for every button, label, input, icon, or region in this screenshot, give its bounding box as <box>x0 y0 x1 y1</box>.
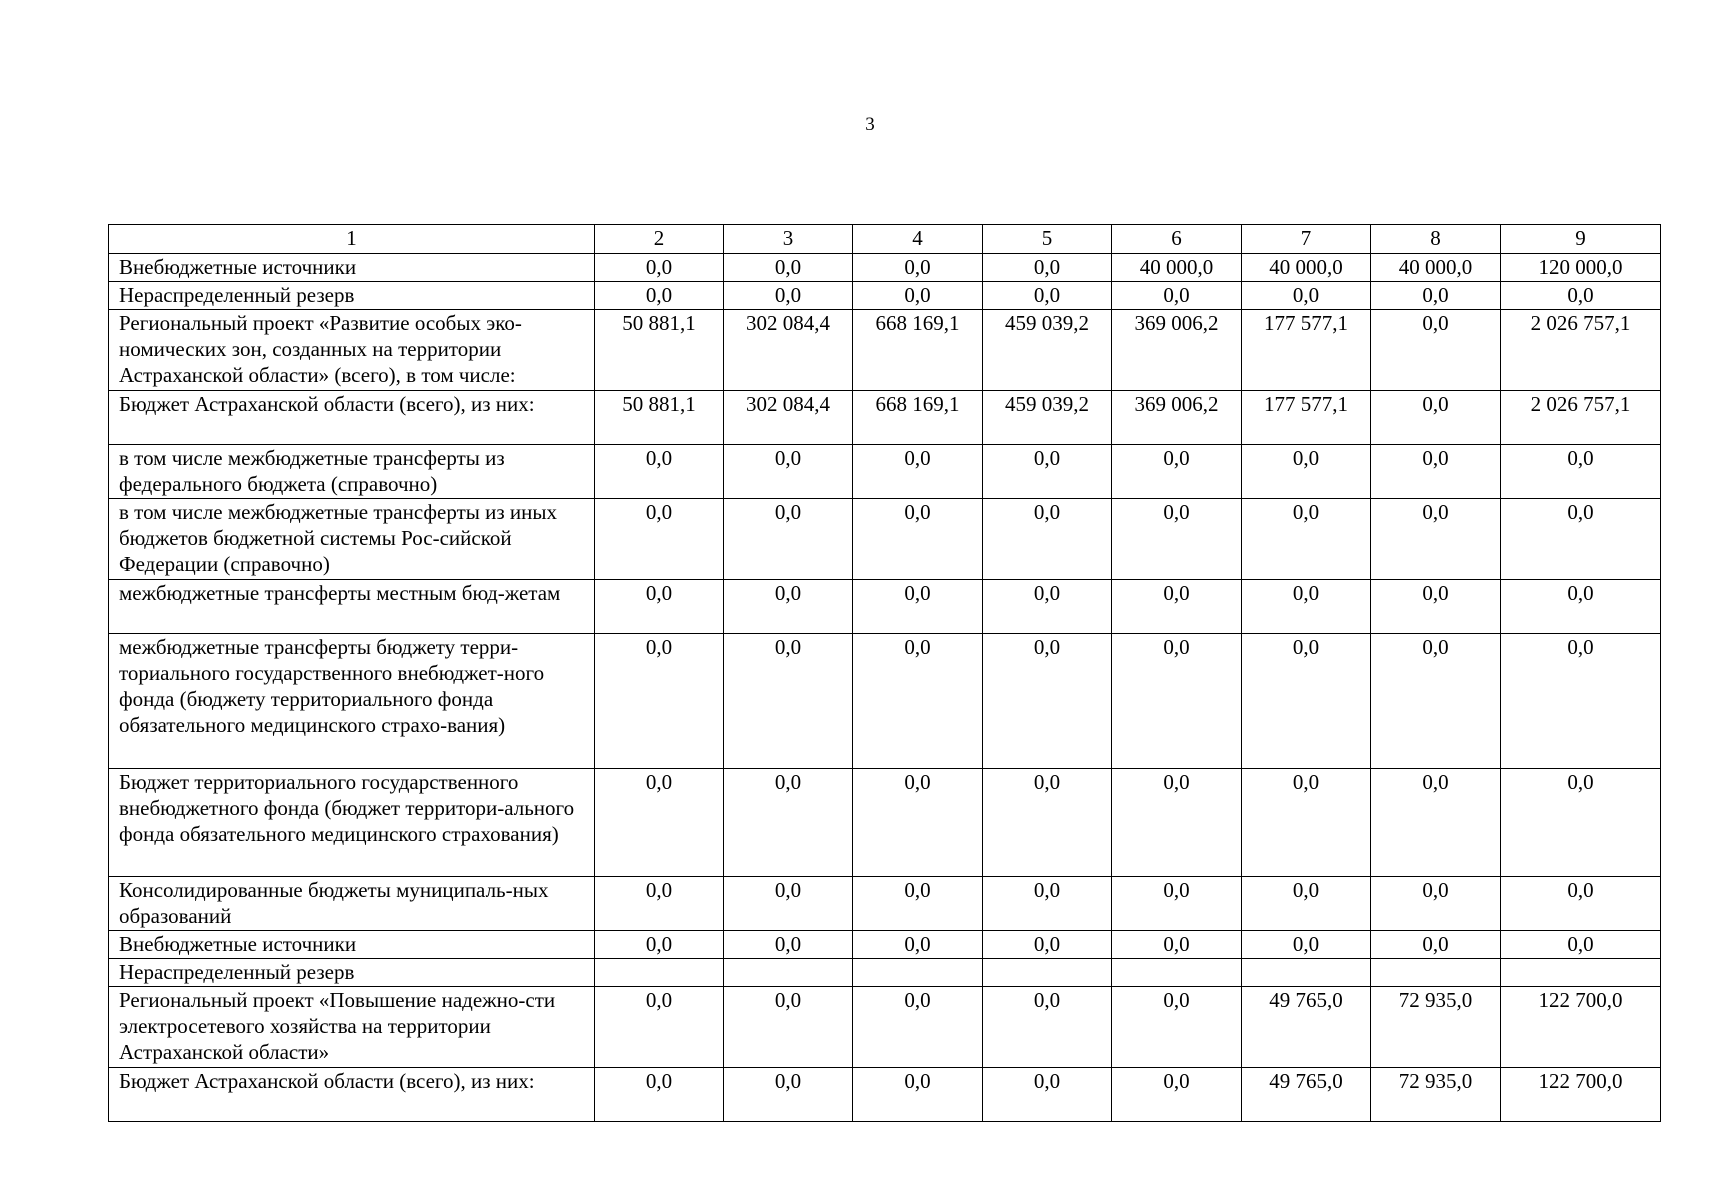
cell-value: 0,0 <box>724 499 853 580</box>
cell-value: 0,0 <box>724 580 853 634</box>
cell-value: 0,0 <box>853 769 983 877</box>
cell-value: 0,0 <box>1242 580 1371 634</box>
cell-value: 0,0 <box>1112 931 1242 959</box>
cell-value: 0,0 <box>1112 987 1242 1068</box>
header-row <box>109 225 1661 254</box>
cell-value: 177 577,1 <box>1242 391 1371 445</box>
row-label: в том числе межбюджетные трансферты из иных бюджетов бюджетной системы Рос-сийской Федерации (справочно) <box>109 499 595 580</box>
cell-value: 0,0 <box>853 877 983 931</box>
cell-value: 0,0 <box>1501 282 1661 310</box>
cell-value: 668 169,1 <box>853 310 983 391</box>
row-label: Внебюджетные источники <box>109 931 595 959</box>
cell-value: 0,0 <box>595 1068 724 1122</box>
cell-value: 0,0 <box>1242 282 1371 310</box>
table-row <box>109 254 1661 282</box>
column-header-6: 6 <box>1112 225 1242 254</box>
cell-value: 0,0 <box>595 445 724 499</box>
cell-value: 0,0 <box>595 254 724 282</box>
cell-value: 0,0 <box>595 634 724 769</box>
cell-value: 0,0 <box>595 877 724 931</box>
column-header-4: 4 <box>853 225 983 254</box>
budget-table <box>108 224 1661 1122</box>
table-row <box>109 877 1661 931</box>
cell-value: 0,0 <box>724 634 853 769</box>
page-number: 3 <box>865 114 875 135</box>
cell-value: 668 169,1 <box>853 391 983 445</box>
column-header-3: 3 <box>724 225 853 254</box>
cell-value: 0,0 <box>1501 499 1661 580</box>
cell-value: 0,0 <box>724 769 853 877</box>
cell-value: 0,0 <box>853 1068 983 1122</box>
cell-value: 0,0 <box>595 499 724 580</box>
cell-value: 0,0 <box>853 282 983 310</box>
table-body <box>109 225 1661 1122</box>
cell-value: 0,0 <box>1371 499 1501 580</box>
cell-value: 122 700,0 <box>1501 987 1661 1068</box>
cell-value: 49 765,0 <box>1242 987 1371 1068</box>
cell-value: 0,0 <box>1371 445 1501 499</box>
table-row <box>109 634 1661 769</box>
cell-value: 0,0 <box>595 282 724 310</box>
cell-value: 0,0 <box>1112 282 1242 310</box>
column-header-8: 8 <box>1371 225 1501 254</box>
column-header-2: 2 <box>595 225 724 254</box>
row-label: Внебюджетные источники <box>109 254 595 282</box>
row-label: межбюджетные трансферты местным бюд-жетам <box>109 580 595 634</box>
cell-value: 0,0 <box>595 931 724 959</box>
cell-value <box>1112 959 1242 987</box>
cell-value: 0,0 <box>1371 282 1501 310</box>
cell-value: 0,0 <box>595 769 724 877</box>
cell-value: 0,0 <box>983 282 1112 310</box>
cell-value: 0,0 <box>724 1068 853 1122</box>
cell-value: 0,0 <box>1242 499 1371 580</box>
cell-value: 72 935,0 <box>1371 1068 1501 1122</box>
table-row <box>109 580 1661 634</box>
cell-value: 0,0 <box>853 634 983 769</box>
row-label: Бюджет Астраханской области (всего), из них: <box>109 391 595 445</box>
table-row <box>109 769 1661 877</box>
cell-value: 0,0 <box>724 931 853 959</box>
cell-value: 0,0 <box>983 580 1112 634</box>
row-label: Бюджет Астраханской области (всего), из них: <box>109 1068 595 1122</box>
row-label: Бюджет территориального государственного внебюджетного фонда (бюджет территори-ального фонда обязательного медицинского страхования) <box>109 769 595 877</box>
cell-value: 0,0 <box>853 931 983 959</box>
cell-value: 0,0 <box>1112 634 1242 769</box>
cell-value: 0,0 <box>983 634 1112 769</box>
row-label: Региональный проект «Повышение надежно-сти электросетевого хозяйства на территории Астраханской области» <box>109 987 595 1068</box>
row-label: Консолидированные бюджеты муниципаль-ных образований <box>109 877 595 931</box>
cell-value <box>595 959 724 987</box>
cell-value: 0,0 <box>1112 877 1242 931</box>
cell-value: 0,0 <box>853 445 983 499</box>
cell-value: 0,0 <box>1501 445 1661 499</box>
cell-value: 40 000,0 <box>1371 254 1501 282</box>
table-row <box>109 499 1661 580</box>
cell-value <box>853 959 983 987</box>
cell-value: 40 000,0 <box>1242 254 1371 282</box>
column-header-1: 1 <box>109 225 595 254</box>
cell-value <box>983 959 1112 987</box>
row-label: Региональный проект «Развитие особых эко-номических зон, созданных на территории Астраханской области» (всего), в том числе: <box>109 310 595 391</box>
cell-value: 302 084,4 <box>724 310 853 391</box>
cell-value: 0,0 <box>1112 769 1242 877</box>
cell-value: 0,0 <box>853 580 983 634</box>
row-label: в том числе межбюджетные трансферты из федерального бюджета (справочно) <box>109 445 595 499</box>
cell-value: 0,0 <box>1371 310 1501 391</box>
column-header-9: 9 <box>1501 225 1661 254</box>
cell-value: 0,0 <box>1371 634 1501 769</box>
column-header-5: 5 <box>983 225 1112 254</box>
cell-value: 0,0 <box>724 987 853 1068</box>
cell-value: 0,0 <box>1112 499 1242 580</box>
table-row <box>109 1068 1661 1122</box>
cell-value: 0,0 <box>983 987 1112 1068</box>
table-row <box>109 931 1661 959</box>
cell-value: 369 006,2 <box>1112 310 1242 391</box>
table-row <box>109 391 1661 445</box>
cell-value: 0,0 <box>1371 769 1501 877</box>
row-label: межбюджетные трансферты бюджету терри-ториального государственного внебюджет-ного фонда (бюджету территориального фонда обязательного медицинского страхо-вания) <box>109 634 595 769</box>
cell-value: 0,0 <box>1242 769 1371 877</box>
cell-value: 0,0 <box>853 987 983 1068</box>
table-row <box>109 445 1661 499</box>
cell-value: 0,0 <box>1242 445 1371 499</box>
cell-value: 0,0 <box>1371 931 1501 959</box>
cell-value <box>724 959 853 987</box>
cell-value: 0,0 <box>724 877 853 931</box>
cell-value: 50 881,1 <box>595 310 724 391</box>
cell-value: 2 026 757,1 <box>1501 391 1661 445</box>
table-row <box>109 987 1661 1068</box>
cell-value: 0,0 <box>983 499 1112 580</box>
cell-value: 49 765,0 <box>1242 1068 1371 1122</box>
cell-value: 0,0 <box>983 445 1112 499</box>
cell-value: 0,0 <box>1371 580 1501 634</box>
cell-value: 459 039,2 <box>983 310 1112 391</box>
cell-value: 0,0 <box>1112 445 1242 499</box>
cell-value: 50 881,1 <box>595 391 724 445</box>
cell-value: 369 006,2 <box>1112 391 1242 445</box>
cell-value: 2 026 757,1 <box>1501 310 1661 391</box>
cell-value <box>1242 959 1371 987</box>
cell-value: 0,0 <box>1501 634 1661 769</box>
cell-value: 0,0 <box>724 282 853 310</box>
column-header-7: 7 <box>1242 225 1371 254</box>
cell-value: 459 039,2 <box>983 391 1112 445</box>
row-label: Нераспределенный резерв <box>109 282 595 310</box>
cell-value: 120 000,0 <box>1501 254 1661 282</box>
cell-value: 0,0 <box>853 254 983 282</box>
cell-value: 0,0 <box>983 877 1112 931</box>
cell-value: 0,0 <box>724 254 853 282</box>
cell-value: 0,0 <box>595 987 724 1068</box>
cell-value: 122 700,0 <box>1501 1068 1661 1122</box>
row-label: Нераспределенный резерв <box>109 959 595 987</box>
cell-value <box>1501 959 1661 987</box>
cell-value: 0,0 <box>1501 931 1661 959</box>
table-row <box>109 959 1661 987</box>
cell-value: 0,0 <box>1501 769 1661 877</box>
cell-value: 0,0 <box>1242 634 1371 769</box>
cell-value: 72 935,0 <box>1371 987 1501 1068</box>
cell-value: 0,0 <box>853 499 983 580</box>
cell-value: 0,0 <box>595 580 724 634</box>
cell-value: 0,0 <box>983 1068 1112 1122</box>
cell-value: 0,0 <box>983 931 1112 959</box>
table-row <box>109 310 1661 391</box>
cell-value <box>1371 959 1501 987</box>
cell-value: 0,0 <box>1501 580 1661 634</box>
cell-value: 177 577,1 <box>1242 310 1371 391</box>
cell-value: 0,0 <box>983 769 1112 877</box>
cell-value: 302 084,4 <box>724 391 853 445</box>
cell-value: 0,0 <box>1242 877 1371 931</box>
cell-value: 0,0 <box>1112 1068 1242 1122</box>
cell-value: 0,0 <box>983 254 1112 282</box>
cell-value: 0,0 <box>724 445 853 499</box>
cell-value: 0,0 <box>1112 580 1242 634</box>
cell-value: 0,0 <box>1501 877 1661 931</box>
cell-value: 0,0 <box>1371 877 1501 931</box>
cell-value: 0,0 <box>1242 931 1371 959</box>
cell-value: 40 000,0 <box>1112 254 1242 282</box>
table-row <box>109 282 1661 310</box>
cell-value: 0,0 <box>1371 391 1501 445</box>
